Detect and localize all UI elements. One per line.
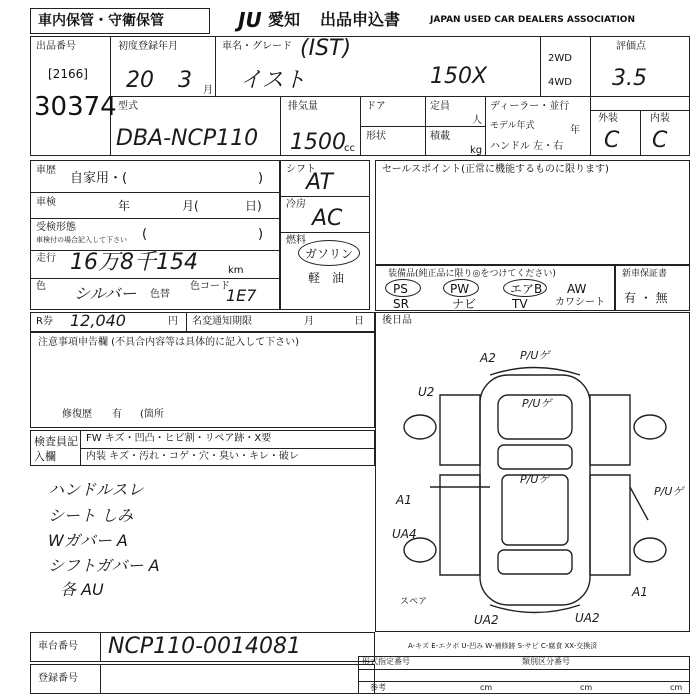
front-bumper <box>490 368 580 376</box>
fuel-label: 燃料 <box>286 235 306 246</box>
wheel-rear-right <box>634 538 666 562</box>
left-rear-panel <box>440 475 480 575</box>
load-label: 積載 <box>430 131 450 142</box>
cc-unit: cc <box>344 143 355 154</box>
reg-number-label: 登録番号 <box>38 673 78 684</box>
registration-year: 20 <box>126 68 154 93</box>
cooling-label: 冷房 <box>286 199 306 210</box>
recycle-value: 12,040 <box>70 311 126 330</box>
left-front-panel <box>440 395 480 465</box>
registration-month-unit: 月 <box>203 85 213 96</box>
lot-code: [2166] <box>48 67 88 81</box>
storage-title: 車内保管・守衛保管 <box>38 13 164 29</box>
shape-label: 形状 <box>366 131 386 142</box>
color-label: 色 <box>36 281 46 292</box>
equipment-label: 装備品(純正品に限り◎をつけてください) <box>388 269 556 279</box>
evaluation-label: 評価点 <box>616 41 646 52</box>
pw-circle <box>443 279 479 297</box>
car-name-paren: (IST) <box>300 36 352 61</box>
deadline-day: 日 <box>354 316 364 327</box>
dealer-label: ディーラー・並行 <box>490 101 570 112</box>
deadline-month: 月 <box>304 316 314 327</box>
inspection-label: 車検 <box>36 197 56 208</box>
sales-points-label: セールスポイント(正常に機能するものに限ります) <box>382 164 609 175</box>
equip-airbag: エアB <box>510 282 543 296</box>
cooling-value: AC <box>312 206 343 231</box>
displacement-label: 排気量 <box>288 101 318 112</box>
mark-ua2-right: UA2 <box>575 611 600 625</box>
rear-bumper <box>490 605 580 613</box>
rear-label: 後日品 <box>382 315 412 326</box>
car-grade: 150X <box>430 64 488 89</box>
car-rear-window <box>498 550 572 574</box>
comment-4: シフトガバー A <box>48 556 160 575</box>
wheel-front-right <box>634 415 666 439</box>
equip-leather: カワシート <box>555 297 605 308</box>
equip-navi: ナビ <box>452 297 477 311</box>
model-label: 型式 <box>118 101 138 112</box>
mark-u2: U2 <box>418 385 435 399</box>
cm-1: cm <box>480 683 493 692</box>
comment-2: シート しみ <box>48 506 134 525</box>
warranty-label: 新車保証書 <box>622 269 668 279</box>
chassis-label: 車台番号 <box>38 641 78 652</box>
model-value: DBA-NCP110 <box>116 126 259 151</box>
mileage-label: 走行 <box>36 253 56 264</box>
reg-number-row <box>30 664 375 694</box>
inspection-year: 年 <box>118 199 131 213</box>
recycle-label: R券 <box>36 316 53 327</box>
drive-2wd: 2WD <box>548 53 572 64</box>
registration-month: 3 <box>178 68 192 93</box>
cert-label: 形式指定番号 <box>362 657 410 666</box>
mileage-value: 16万8千154 <box>70 250 198 275</box>
capacity-unit: 人 <box>472 115 482 126</box>
warranty-options: 有 ・ 無 <box>624 291 668 305</box>
damage-line-right <box>630 487 648 520</box>
color-code-value: 1E7 <box>226 286 257 305</box>
displacement-value: 1500 <box>290 130 346 155</box>
equip-ps: PS <box>393 282 408 296</box>
history-close: ) <box>258 171 264 186</box>
repair-place: (箇所 <box>140 409 164 420</box>
history-label: 車歴 <box>36 165 56 176</box>
notes-label: 注意事項申告欄 (不具合内容等は具体的に記入して下さい) <box>38 337 299 348</box>
repair-label: 修復歴 <box>62 409 92 420</box>
history-value: 自家用・( <box>70 171 128 186</box>
mark-ua2-rear: UA2 <box>474 613 499 627</box>
fuel-circle <box>298 240 360 266</box>
receipt-sub: 車検付の場合記入して下さい <box>36 236 127 244</box>
exterior-label: 外装 <box>598 113 618 124</box>
door-label: ドア <box>366 101 386 112</box>
car-name: イスト <box>240 68 306 93</box>
repair-value: 有 <box>112 409 122 420</box>
equip-sr: SR <box>393 297 409 311</box>
recycle-unit: 円 <box>168 316 178 327</box>
right-front-panel <box>590 395 630 465</box>
deadline-label: 名変通知期限 <box>192 316 252 327</box>
form-title: 出品申込書 <box>320 10 401 29</box>
handle-label: ハンドル 左・右 <box>490 141 564 152</box>
registration-label: 初度登録年月 <box>118 41 178 52</box>
wheel-rear-left <box>404 538 436 562</box>
inspector-row2: 内装 キズ・汚れ・コゲ・穴・臭い・キレ・破レ <box>86 451 299 462</box>
association-name: JAPAN USED CAR DEALERS ASSOCIATION <box>430 15 635 25</box>
color-code-label: 色コード <box>190 281 230 292</box>
wheel-front-left <box>404 415 436 439</box>
equip-tv: TV <box>512 297 528 311</box>
chassis-value: NCP110-0014081 <box>108 634 301 659</box>
lot-label: 出品番号 <box>36 41 76 52</box>
sales-points-box <box>375 160 690 265</box>
color-value: シルバー <box>74 284 137 303</box>
fuel-value: ガソリン <box>305 247 354 261</box>
ref-label: 参考 <box>370 683 386 692</box>
model-year-label: モデル年式 <box>490 121 535 131</box>
mark-hood-pu: P/Uゲ <box>522 397 552 410</box>
lot-number: 30374 <box>34 92 117 122</box>
load-unit: kg <box>470 145 483 156</box>
inspection-day: 日) <box>245 199 262 213</box>
inspector-label: 検査員記入欄 <box>34 435 78 464</box>
interior-label: 内装 <box>650 113 670 124</box>
car-name-label: 車名・グレード <box>222 41 292 52</box>
org-name: 愛知 <box>268 10 301 29</box>
mark-right-pu: P/Uゲ <box>654 485 684 498</box>
category-label: 類別区分番号 <box>522 657 570 666</box>
mark-front-a2: A2 <box>480 351 496 365</box>
year-unit: 年 <box>570 125 580 136</box>
equip-aw: AW <box>567 282 587 296</box>
ps-circle <box>385 279 421 297</box>
shift-label: シフト <box>286 164 316 175</box>
comment-1: ハンドルスレ <box>48 480 144 499</box>
inspection-month: 月( <box>182 199 199 213</box>
drive-4wd: 4WD <box>548 77 572 88</box>
cm-2: cm <box>580 683 593 692</box>
damage-legend: A-キズ E-エクボ U-凹み W-補修跡 S-サビ C-腐食 XX-交換済 <box>408 642 598 650</box>
shift-value: AT <box>306 170 333 195</box>
right-rear-panel <box>590 475 630 575</box>
mark-ua4: UA4 <box>392 527 417 541</box>
fuel-alt: 軽 油 <box>308 271 345 285</box>
comment-3: Wガバー A <box>48 531 128 550</box>
mark-roof-pu: P/Uゲ <box>520 473 550 486</box>
mark-a1-left: A1 <box>396 493 412 507</box>
receipt-open: ( <box>142 227 148 242</box>
comment-5: 各 AU <box>60 580 104 599</box>
ju-logo: JU <box>238 8 262 32</box>
car-windshield <box>498 445 572 469</box>
inspector-row1: FW キズ・凹凸・ヒビ割・リペア跡・X要 <box>86 433 272 444</box>
interior-grade: C <box>652 128 668 153</box>
evaluation-score: 3.5 <box>612 66 647 91</box>
exterior-grade: C <box>604 128 620 153</box>
color-change-label: 色替 <box>150 289 170 300</box>
mileage-unit: km <box>228 265 244 276</box>
mark-front-pu: P/Uゲ <box>520 349 550 362</box>
spare-label: スペア <box>400 597 428 607</box>
receipt-close: ) <box>258 227 264 242</box>
mark-a1-right: A1 <box>632 585 648 599</box>
receipt-label: 受検形態 <box>36 222 76 233</box>
equip-pw: PW <box>450 282 470 296</box>
capacity-label: 定員 <box>430 101 450 112</box>
cm-3: cm <box>670 683 683 692</box>
airbag-circle <box>503 279 547 297</box>
